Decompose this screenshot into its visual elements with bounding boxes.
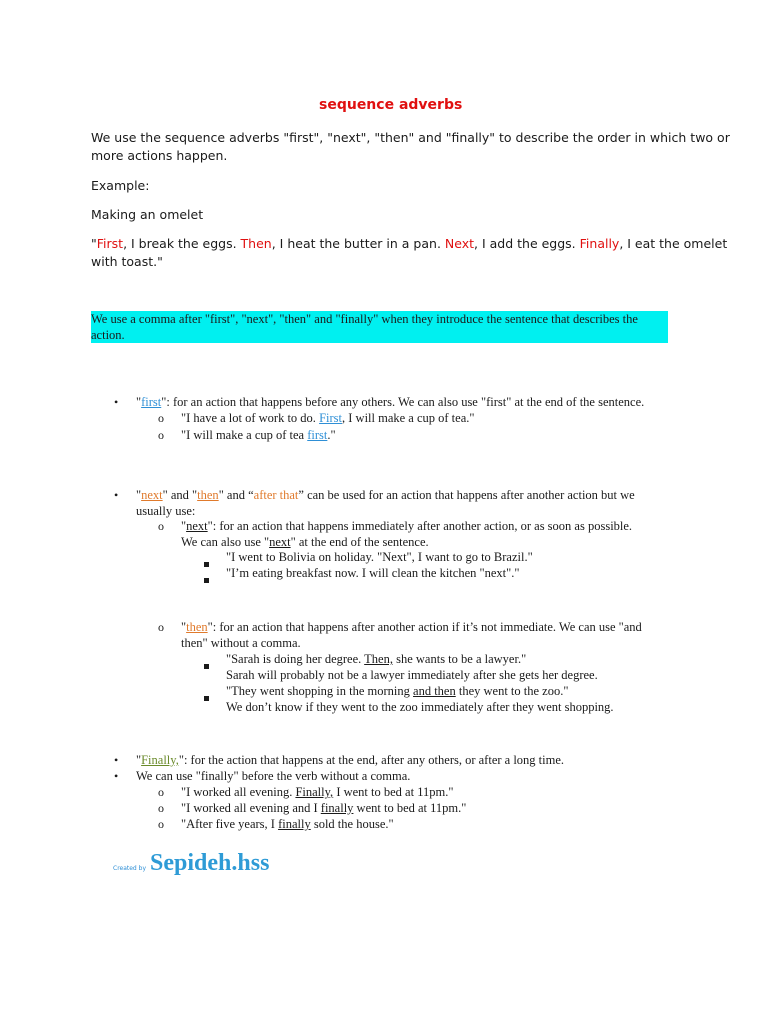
bullet-circle-icon: o (158, 519, 164, 533)
word-finally: Finally (579, 236, 620, 251)
text-part: , I will make a cup of tea." (342, 411, 475, 425)
then-definition-line-2: then" without a comma. (181, 636, 301, 650)
first-example-2 (181, 428, 336, 443)
finally-usage: We can use "finally" before the verb without a comma. (136, 769, 411, 783)
omelet-sentence-line-2: with toast." (91, 254, 163, 269)
bullet-circle-icon: o (158, 817, 164, 831)
next-example-1: "I went to Bolivia on holiday. "Next", I want to go to Brazil." (226, 550, 533, 564)
bullet-circle-icon: o (158, 785, 164, 799)
quote: " (136, 753, 142, 767)
then-example-1 (226, 652, 526, 667)
text-part: I went to bed at 11pm." (333, 785, 454, 799)
bullet-dot-icon: • (114, 488, 119, 502)
word-first: first (307, 428, 328, 442)
text-part: she wants to be a lawyer." (392, 652, 527, 666)
word-and-then: and then (413, 684, 456, 698)
text-part: ": for an action that happens before any others. We can also use "first" at the end of the sentence. (161, 395, 645, 409)
text-part: " and " (162, 488, 198, 502)
bullet-dot-icon: • (114, 769, 119, 783)
text-part: "I worked all evening and I (181, 801, 321, 815)
text-part: "I have a lot of work to do. (181, 411, 320, 425)
word-after-that: after that (253, 488, 299, 502)
word-finally: finally (278, 817, 311, 831)
word-finally: Finally, (295, 785, 334, 799)
comma-rule-line-1: We use a comma after "first", "next", "then" and "finally" when they introduce the sentence that describes the (91, 312, 638, 326)
finally-example-2 (181, 801, 466, 816)
word-then: Then (240, 236, 272, 251)
text-part: "They went shopping in the morning (226, 684, 414, 698)
finally-definition (136, 753, 564, 768)
comma-rule-highlight (91, 311, 668, 343)
text-part: ": for an action that happens immediately after another action, or as soon as possible. (207, 519, 633, 533)
text-part: ." (327, 428, 336, 442)
text-part: ” can be used for an action that happens after another action but we (298, 488, 635, 502)
word-next: next (186, 519, 208, 533)
word-finally: finally (320, 801, 354, 815)
word-then: then (186, 620, 208, 634)
text-part: sold the house." (310, 817, 394, 831)
intro-line-1: We use the sequence adverbs "first", "next", "then" and "finally" to describe the order in which two or (91, 130, 730, 145)
word-first: first (141, 395, 162, 409)
word-next: next (141, 488, 163, 502)
text-part: , I eat the omelet (619, 236, 728, 251)
quote: " (136, 488, 142, 502)
text-part: " at the end of the sentence. (290, 535, 429, 549)
quote: " (181, 519, 187, 533)
bullet-dot-icon: • (114, 753, 119, 767)
text-part: "I will make a cup of tea (181, 428, 308, 442)
quote: " (91, 236, 97, 251)
next-definition-line-2 (181, 535, 429, 550)
bullet-circle-icon: o (158, 801, 164, 815)
bullet-square-icon (204, 688, 209, 706)
bullet-circle-icon: o (158, 620, 164, 634)
page-title: sequence adverbs (319, 97, 463, 113)
bullet-square-icon (204, 570, 209, 588)
text-part: , I add the eggs. (474, 236, 580, 251)
word-finally: Finally, (141, 753, 179, 767)
bullet-circle-icon: o (158, 428, 164, 442)
word-next: next (269, 535, 291, 549)
first-example-1 (181, 411, 474, 426)
next-definition (181, 519, 632, 534)
finally-example-1 (181, 785, 453, 800)
example-topic: Making an omelet (91, 207, 204, 222)
then-example-2-note: We don’t know if they went to the zoo immediately after they went shopping. (226, 700, 614, 714)
next-then-intro (136, 488, 635, 503)
then-example-1-note: Sarah will probably not be a lawyer immediately after she gets her degree. (226, 668, 598, 682)
bullet-square-icon (204, 656, 209, 674)
word-first: First (96, 236, 124, 251)
text-part: , I break the eggs. (123, 236, 241, 251)
text-part: "Sarah is doing her degree. (226, 652, 365, 666)
word-then: Then, (364, 652, 393, 666)
text-part: ": for the action that happens at the end, after any others, or after a long time. (178, 753, 565, 767)
text-part: , I heat the butter in a pan. (271, 236, 445, 251)
signature-name: Sepideh.hss (150, 850, 270, 876)
quote: " (136, 395, 142, 409)
omelet-sentence-line-1 (91, 236, 727, 251)
first-definition (136, 395, 644, 410)
next-example-2: "I’m eating breakfast now. I will clean the kitchen "next"." (226, 566, 520, 580)
word-first: First (319, 411, 342, 425)
example-label: Example: (91, 178, 150, 193)
intro-line-2: more actions happen. (91, 148, 228, 163)
finally-example-3 (181, 817, 394, 832)
then-example-2 (226, 684, 568, 699)
then-definition (181, 620, 642, 635)
signature (113, 850, 269, 877)
bullet-circle-icon: o (158, 411, 164, 425)
text-part: " and “ (218, 488, 254, 502)
word-next: Next (444, 236, 475, 251)
signature-created-by: Created by (113, 865, 147, 872)
text-part: "I worked all evening. (181, 785, 296, 799)
text-part: "After five years, I (181, 817, 279, 831)
quote: " (181, 620, 187, 634)
word-then: then (197, 488, 219, 502)
text-part: We can also use " (181, 535, 270, 549)
text-part: they went to the zoo." (455, 684, 569, 698)
bullet-dot-icon: • (114, 395, 119, 409)
text-part: went to bed at 11pm." (353, 801, 467, 815)
text-part: ": for an action that happens after another action if it’s not immediate. We can use "and (207, 620, 642, 634)
next-then-intro-line-2: usually use: (136, 504, 196, 518)
comma-rule-line-2: action. (91, 328, 125, 342)
